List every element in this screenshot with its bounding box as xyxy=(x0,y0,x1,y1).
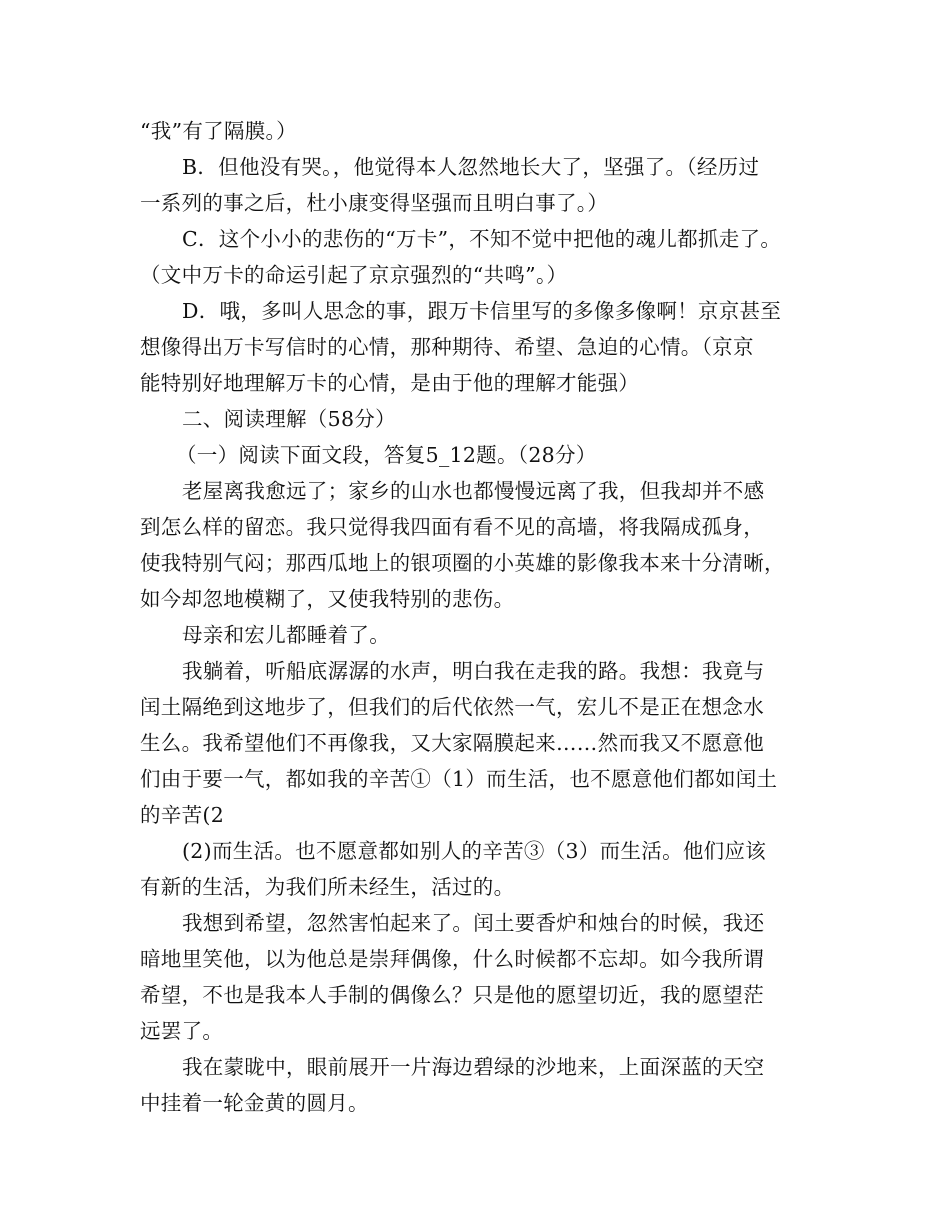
subsection-heading: （一）阅读下面文段，答复5_12题。（28分） xyxy=(176,443,597,467)
paragraph-line: (2)而生活。也不愿意都如别人的辛苦③（3）而生活。他们应该 xyxy=(182,839,767,863)
paragraph-line: 闰土隔绝到这地步了，但我们的后代依然一气，宏儿不是正在想念水 xyxy=(140,695,764,719)
paragraph-line: 如今却忽地模糊了，又使我特别的悲伤。 xyxy=(140,587,515,611)
document-body xyxy=(140,113,820,1121)
option-d-line: D．哦，多叫人思念的事，跟万卡信里写的多像多像啊！京京甚至 xyxy=(182,299,782,323)
text-line: “我”有了隔膜。） xyxy=(140,119,297,143)
option-c-line: C．这个小小的悲伤的“万卡”，不知不觉中把他的魂儿都抓走了。 xyxy=(182,227,782,251)
paragraph-line: 我在蒙昽中，眼前展开一片海边碧绿的沙地来，上面深蓝的天空 xyxy=(182,1055,765,1079)
paragraph-line: 老屋离我愈远了；家乡的山水也都慢慢远离了我，但我却并不感 xyxy=(182,479,765,503)
text-line: 能特别好地理解万卡的心情，是由于他的理解才能强） xyxy=(140,371,640,395)
option-b-line: B．但他没有哭。，他觉得本人忽然地长大了，坚强了。（经历过 xyxy=(182,155,760,179)
paragraph-line: 的辛苦(2 xyxy=(140,803,225,827)
paragraph-line: 有新的生活，为我们所未经生，活过的。 xyxy=(140,875,515,899)
paragraph-line: 希望，不也是我本人手制的偶像么？只是他的愿望切近，我的愿望茫 xyxy=(140,983,764,1007)
text-line: 一系列的事之后，杜小康变得坚强而且明白事了。） xyxy=(140,191,609,215)
paragraph-line: 暗地里笑他，以为他总是崇拜偶像，什么时候都不忘却。如今我所谓 xyxy=(140,947,764,971)
section-heading: 二、阅读理解（58分） xyxy=(182,407,396,431)
paragraph-line: 母亲和宏儿都睡着了。 xyxy=(182,623,390,647)
paragraph-line: 我躺着，听船底潺潺的水声，明白我在走我的路。我想：我竟与 xyxy=(182,659,765,683)
paragraph-line: 生么。我希望他们不再像我，又大家隔膜起来……然而我又不愿意他 xyxy=(140,731,764,755)
paragraph-line: 们由于要一气，都如我的辛苦①（1）而生活，也不愿意他们都如闰土 xyxy=(140,767,778,791)
paragraph-line: 远罢了。 xyxy=(140,1019,224,1043)
paragraph-line: 使我特别气闷；那西瓜地上的银项圈的小英雄的影像我本来十分清晰， xyxy=(140,551,785,575)
text-line: （文中万卡的命运引起了京京强烈的“共鸣”。） xyxy=(140,263,568,287)
text-line: 想像得出万卡写信时的心情，那种期待、希望、急迫的心情。（京京 xyxy=(140,335,754,359)
paragraph-line: 到怎么样的留恋。我只觉得我四面有看不见的高墙，将我隔成孤身， xyxy=(140,515,764,539)
paragraph-line: 中挂着一轮金黄的圆月。 xyxy=(140,1091,369,1115)
paragraph-line: 我想到希望，忽然害怕起来了。闰土要香炉和烛台的时候，我还 xyxy=(182,911,765,935)
